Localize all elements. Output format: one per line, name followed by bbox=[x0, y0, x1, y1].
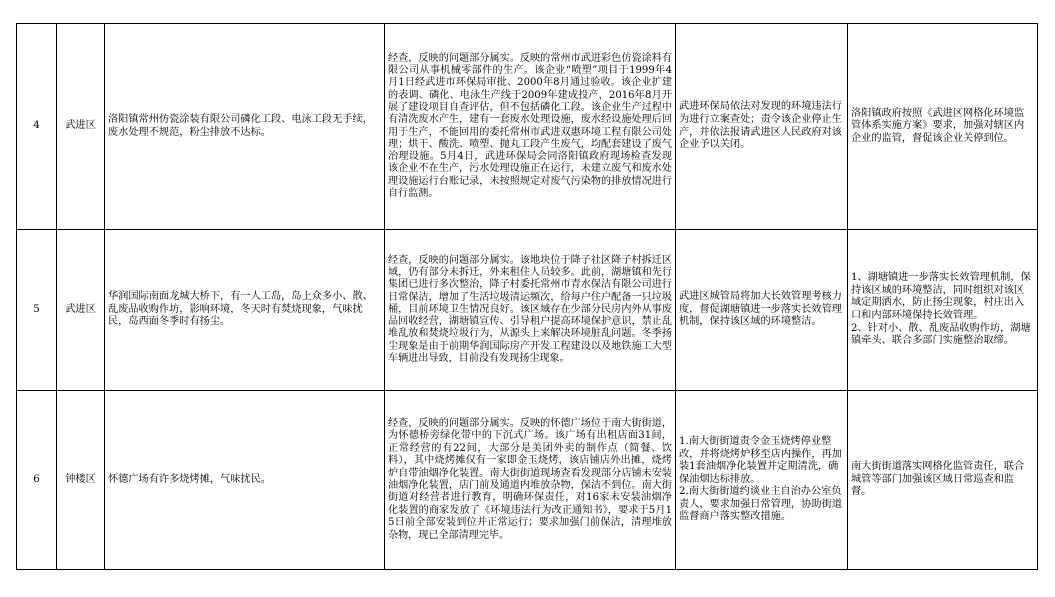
issue-cell: 洛阳镇常州仿瓷涂装有限公司磷化工段、电泳工段无手续，废水处理不规范，粉尘排放不达标。 bbox=[105, 24, 385, 230]
row-number: 6 bbox=[17, 391, 57, 570]
followup-cell: 洛阳镇政府按照《武进区网格化环境监管体系实施方案》要求，加强对辖区内企业的监管，督促该企业关停到位。 bbox=[848, 24, 1038, 230]
action-cell: 武进区城管局将加大长效管理考核力度，督促湖塘镇进一步落实长效管理机制，保持该区域的环境整洁。 bbox=[676, 230, 848, 391]
rectification-table bbox=[16, 23, 1038, 570]
table-row bbox=[17, 24, 1038, 230]
table-row bbox=[17, 391, 1038, 570]
row-number: 5 bbox=[17, 230, 57, 391]
issue-cell: 怀德广场有许多烧烤摊，气味扰民。 bbox=[105, 391, 385, 570]
district-cell: 武进区 bbox=[57, 230, 105, 391]
verification-cell: 经查，反映的问题部分属实。反映的怀德广场位于南大街街道，为怀德桥旁绿化带中的下沉式广场。该广场有出租店面31间，正常经营的有22间，大部分是美团外卖的制作点（简餐、饮料），其中烧烤摊仅有一家即金玉烧烤，该店铺店外出摊，烧烤炉自带油烟净化装置。南大街街道现场查看发现部分店铺未安装油烟净化装置，店门前及通道内堆放杂物，保洁不到位。南大街街道对经营者进行教育，明确环保责任，对16家未安装油烟净化装置的商家发放了《环境违法行为改正通知书》，要求于5月15日前全部安装到位并正常运行；要求加强门前保洁，清理堆放杂物，现已全部清理完毕。 bbox=[385, 391, 676, 570]
row-number: 4 bbox=[17, 24, 57, 230]
followup-cell: 1、湖塘镇进一步落实长效管理机制，保持该区域的环境整洁，同时组织对该区域定期洒水，防止扬尘现象，村庄出入口和内部环境保持长效管理。 2、针对小、散、乱废品收购作坊，湖塘镇牵头、联合多部门实施整治取缔。 bbox=[848, 230, 1038, 391]
district-cell: 武进区 bbox=[57, 24, 105, 230]
followup-cell: 南大街街道落实网格化监管责任，联合城管等部门加强该区域日常巡查和监督。 bbox=[848, 391, 1038, 570]
verification-cell: 经查，反映的问题部分属实。该地块位于降子社区降子村拆迁区域，仍有部分未拆迁，外来租住人员较多。此前，湖塘镇和先行集团已进行多次整治，降子村委托常州市青水保洁有限公司进行日常保洁，增加了生活垃圾清运频次，给每户住户配备一只垃圾桶，目前环境卫生情况良好。该区域存在少部分民房内外从事废品回收经营，湖塘镇宣传、引导租户提高环境保护意识，禁止乱堆乱放和焚烧垃圾行为，从源头上来解决环境脏乱问题。冬季扬尘现象是由于前期华润国际房产开发工程建设以及地铁施工大型车辆进出导致，目前没有发现扬尘现象。 bbox=[385, 230, 676, 391]
action-cell: 1.南大街街道责令金玉烧烤停业整改，并将烧烤炉移至店内操作，再加装1套油烟净化装置并定期清洗，确保油烟达标排放。 2.南大街街道约谈业主自治办公室负责人，要求加强日常管理，协助街道监督商户落实整改措施。 bbox=[676, 391, 848, 570]
district-cell: 钟楼区 bbox=[57, 391, 105, 570]
action-cell: 武进环保局依法对发现的环境违法行为进行立案查处；责令该企业停止生产，并依法报请武进区人民政府对该企业予以关闭。 bbox=[676, 24, 848, 230]
table-row bbox=[17, 230, 1038, 391]
verification-cell: 经查，反映的问题部分属实。反映的常州市武进彩色仿瓷涂料有限公司从事机械零部件的生产。该企业“喷塑”项目于1999年4月1日经武进市环保局审批、2000年8月通过验收。该企业扩建的表调、磷化、电泳生产线于2009年建成投产，2016年8月开展了建设项目自查评估，但不包括磷化工段。该企业生产过程中有清洗废水产生，建有一套废水处理设施，废水经设施处理后回用于生产，不能回用的委托常州市武进双惠环境工程有限公司处理；烘干、酸洗、喷塑、抛丸工段产生废气，均配套建设了废气治理设施。5月4日，武进环保局会同洛阳镇政府现场检查发现该企业不在生产，污水处理设施正在运行，未建立废气和废水处理设施运行台账记录，未按照规定对废气污染物的排放情况进行自行监测。 bbox=[385, 24, 676, 230]
issue-cell: 华润国际南面龙城大桥下，有一人工岛，岛上众多小、散、乱废品收购作坊，影响环境，冬天时有焚烧现象，气味扰民，岛西面冬季时有扬尘。 bbox=[105, 230, 385, 391]
